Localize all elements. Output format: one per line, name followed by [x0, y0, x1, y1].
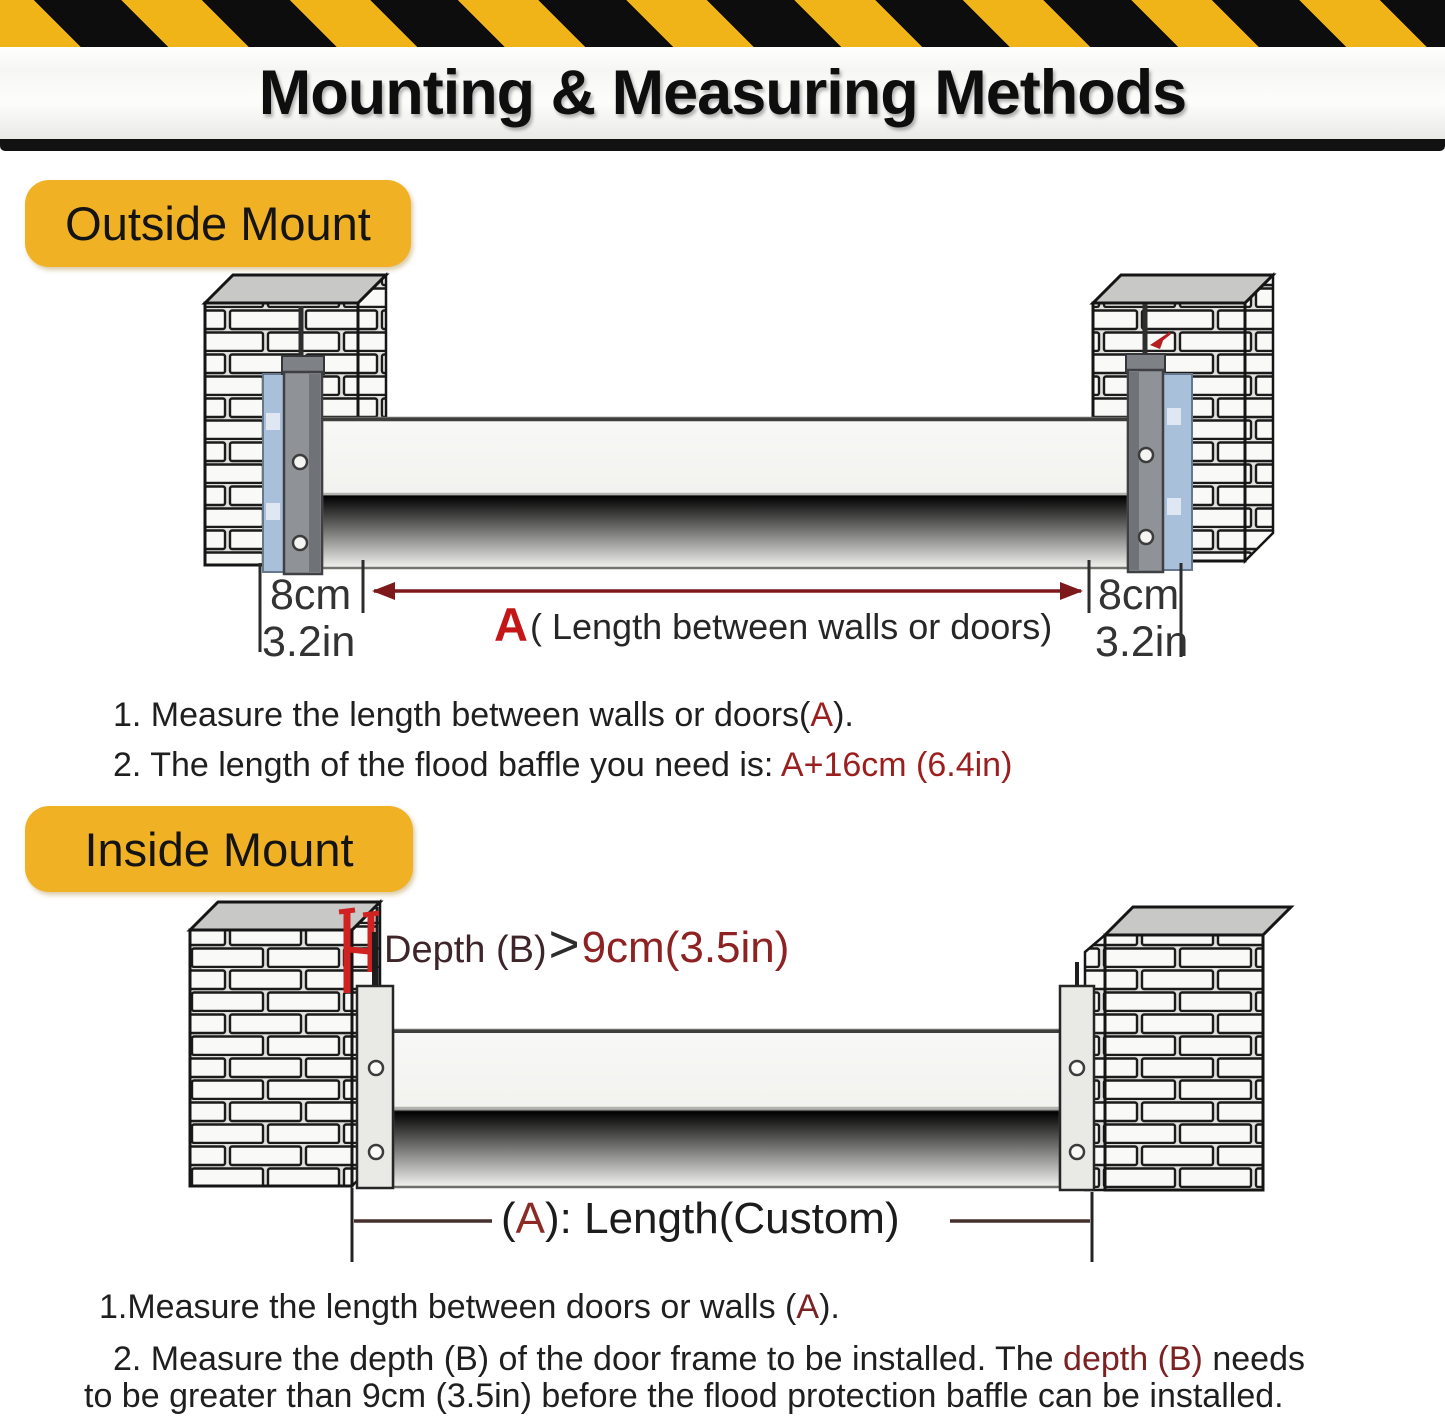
depth-red-crossbar [344, 949, 374, 952]
pillar-top-face [1105, 907, 1291, 935]
depth-red-cap [363, 913, 379, 915]
screw-hole [1070, 1145, 1084, 1159]
instruction-highlight: A [796, 1288, 820, 1326]
inside-instruction-2-line1 [113, 1340, 1305, 1379]
pillar-top-face [1093, 275, 1273, 303]
instruction-text: 2. Measure the depth (B) of the door frame to be installed. The [113, 1340, 1064, 1378]
bracket-shade [1129, 372, 1139, 570]
pillar-top-face [190, 902, 380, 930]
screw-hole [1139, 530, 1153, 544]
flood-barrier-panel [322, 418, 1128, 568]
instruction-text: ). [833, 696, 854, 734]
instruction-text: ). [819, 1288, 840, 1326]
seal-mark [266, 413, 280, 430]
instruction-text: needs [1202, 1340, 1305, 1378]
screw-hole [293, 536, 307, 550]
page-title: Mounting & Measuring Methods [258, 58, 1187, 128]
depth-label [384, 914, 789, 975]
instruction-highlight: A [810, 696, 834, 734]
instruction-highlight: A+16cm (6.4in) [780, 746, 1013, 784]
inside-left-brick-pillar [190, 902, 380, 1186]
inside-mount-badge: Inside Mount [25, 806, 413, 892]
depth-red-cap [339, 910, 355, 912]
right-mounting-bracket [1060, 962, 1094, 1190]
screw-hole [1139, 448, 1153, 462]
length-label-highlight: A [515, 1194, 546, 1243]
span-label-text: ( Length between walls or doors) [530, 606, 1053, 647]
seal-mark [1167, 408, 1181, 425]
seal-strip [263, 374, 284, 572]
inside-right-brick-pillar [1085, 907, 1291, 1190]
depth-label-value: 9cm(3.5in) [581, 923, 790, 972]
outside-instruction-1 [113, 696, 854, 735]
length-label-text: ): Length(Custom) [545, 1194, 900, 1243]
screw-hole [369, 1145, 383, 1159]
seal-strip [1163, 374, 1192, 570]
instruction-text: 1.Measure the length between doors or walls ( [99, 1288, 797, 1326]
screw-hole [369, 1061, 383, 1075]
span-label-a: A [494, 598, 528, 651]
greater-than-sign: > [548, 915, 580, 974]
instruction-text: 1. Measure the length between walls or doors( [113, 696, 811, 734]
left-dim-cm: 8cm [270, 571, 352, 619]
bracket-shade [309, 374, 320, 572]
screw-hole [1070, 1061, 1084, 1075]
caution-stripe-banner [0, 0, 1445, 47]
left-dim-inch: 3.2in [262, 618, 356, 666]
length-label-text: ( [501, 1194, 516, 1243]
pillar-top-face [205, 275, 386, 303]
length-label [501, 1194, 900, 1244]
flood-barrier-panel [393, 1030, 1060, 1187]
arrowhead-right [1060, 582, 1083, 600]
instruction-highlight: depth (B) [1063, 1340, 1203, 1378]
depth-label-name: Depth (B) [384, 929, 547, 971]
pillar-side-face [1245, 275, 1273, 561]
pillar-front-face [190, 930, 352, 1186]
seal-mark [1167, 498, 1181, 515]
seal-mark [266, 503, 280, 520]
inside-instruction-2-line2: to be greater than 9cm (3.5in) before the flood protection baffle can be installed. [84, 1377, 1284, 1415]
header-title-band [0, 47, 1445, 139]
outside-mount-badge: Outside Mount [25, 180, 411, 267]
header-divider-bar [0, 139, 1445, 151]
instruction-text: 2. The length of the flood baffle you need is: [113, 746, 781, 784]
outside-instruction-2 [113, 746, 1012, 785]
arrowhead-left [372, 582, 395, 600]
right-dim-inch: 3.2in [1095, 618, 1189, 666]
pillar-front-face [1105, 935, 1263, 1190]
screw-hole [293, 455, 307, 469]
right-dim-cm: 8cm [1098, 571, 1180, 619]
inside-instruction-1 [99, 1288, 840, 1327]
